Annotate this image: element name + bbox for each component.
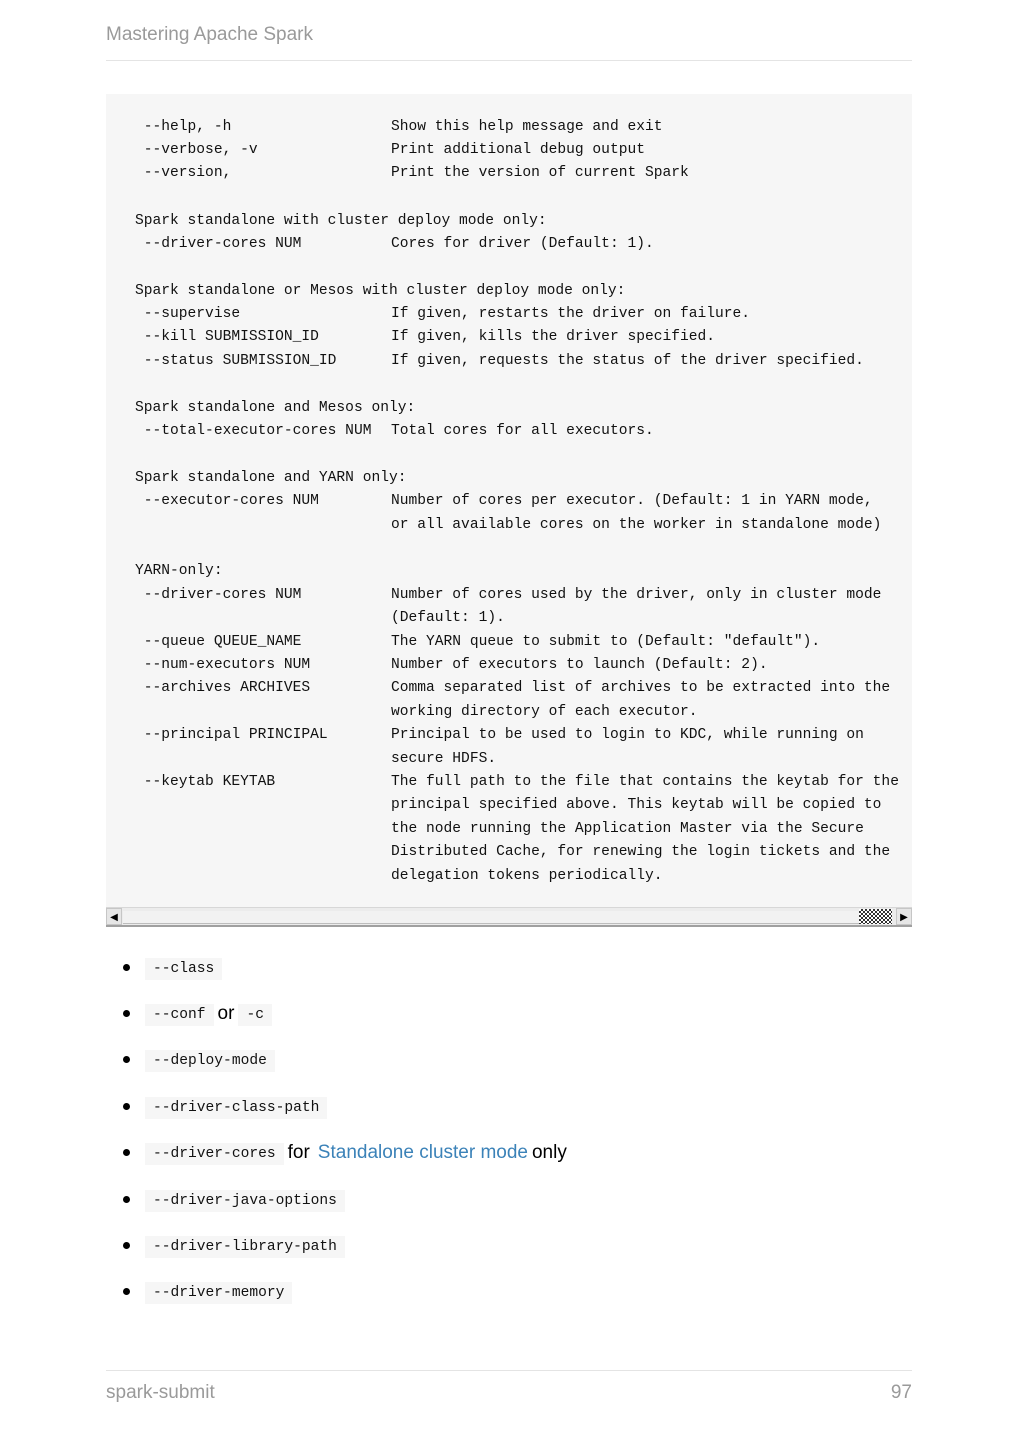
code-description: If given, restarts the driver on failure. [391,306,751,322]
list-item [106,1185,912,1215]
option-code: --deploy-mode [145,1050,275,1072]
code-option: --total-executor-cores NUM [135,423,372,439]
code-option: --keytab KEYTAB [135,774,276,790]
list-item [106,1045,912,1075]
code-description: Principal to be used to login to KDC, while running on [391,727,864,743]
code-description: working directory of each executor. [391,704,698,720]
code-description: principal specified above. This keytab will be copied to [391,797,882,813]
option-code-alias: -c [238,1004,272,1026]
code-line [135,162,689,185]
code-option: --supervise [135,306,241,322]
code-description: The full path to the file that contains the keytab for the [391,774,899,790]
bullet-icon [123,1149,130,1156]
code-section-heading [135,397,415,420]
code-block [106,94,912,907]
code-line [135,724,864,747]
option-code: --driver-library-path [145,1236,345,1258]
code-option: --principal PRINCIPAL [135,727,328,743]
code-heading-text: Spark standalone and YARN only: [135,470,407,486]
code-description: Print the version of current Spark [391,165,689,181]
bullet-icon [123,1196,130,1203]
option-code: --conf [145,1004,214,1026]
bullet-icon [123,1010,130,1017]
code-section-heading [135,560,223,583]
bullet-icon [123,1288,130,1295]
option-code: --class [145,958,222,980]
code-line [135,233,654,256]
code-line [135,631,821,654]
code-description: Number of cores per executor. (Default: 1 in YARN mode, [391,493,873,509]
scroll-track[interactable] [123,911,863,924]
code-description: or all available cores on the worker in standalone mode) [391,517,882,533]
code-line [135,771,899,794]
code-heading-text: Spark standalone or Mesos with cluster deploy mode only: [135,283,626,299]
code-description: secure HDFS. [391,751,497,767]
code-description: Total cores for all executors. [391,423,654,439]
code-option: --help, -h [135,119,232,135]
bullet-icon [123,1103,130,1110]
code-description: Show this help message and exit [391,119,663,135]
code-option: --version, [135,165,232,181]
code-option: --verbose, -v [135,142,258,158]
code-option: --archives ARCHIVES [135,680,311,696]
list-text: for [287,1142,310,1163]
list-item [106,953,912,983]
footer-section-title: spark-submit [106,1382,215,1403]
code-description: If given, requests the status of the driver specified. [391,353,864,369]
list-item [106,1277,912,1307]
horizontal-scrollbar[interactable] [106,907,912,927]
code-line [135,677,891,700]
code-description: the node running the Application Master via the Secure [391,821,864,837]
scroll-right-arrow-icon[interactable]: ▶ [896,908,912,925]
code-line [135,139,645,162]
code-option: --num-executors NUM [135,657,311,673]
code-line [135,490,873,513]
code-description: The YARN queue to submit to (Default: "default"). [391,634,821,650]
standalone-cluster-mode-link[interactable]: Standalone cluster mode [317,1142,528,1163]
code-description: delegation tokens periodically. [391,868,663,884]
bullet-icon [123,1056,130,1063]
code-line [135,584,882,607]
list-item [106,1138,912,1168]
scroll-thumb[interactable] [859,909,892,924]
code-option: --queue QUEUE_NAME [135,634,302,650]
code-line [135,116,663,139]
code-option: --driver-cores NUM [135,587,302,603]
list-item [106,1231,912,1261]
code-line [135,303,751,326]
code-description: Number of cores used by the driver, only in cluster mode [391,587,882,603]
code-option: --status SUBMISSION_ID [135,353,337,369]
code-description: Number of executors to launch (Default: 2). [391,657,768,673]
code-line [135,326,716,349]
list-item [106,999,912,1029]
code-description: Distributed Cache, for renewing the login tickets and the [391,844,891,860]
list-text: or [217,1003,235,1024]
page-number: 97 [890,1382,912,1403]
scroll-left-arrow-icon[interactable]: ◀ [106,908,122,925]
code-description: Comma separated list of archives to be extracted into the [391,680,891,696]
option-code: --driver-memory [145,1282,292,1304]
code-heading-text: Spark standalone and Mesos only: [135,400,416,416]
page-header-title: Mastering Apache Spark [106,24,314,45]
bullet-icon [123,964,130,971]
code-description: Print additional debug output [391,142,645,158]
code-description: Cores for driver (Default: 1). [391,236,654,252]
code-option: --executor-cores NUM [135,493,319,509]
code-section-heading [135,467,407,490]
code-heading-text: Spark standalone with cluster deploy mode only: [135,213,547,229]
option-code: --driver-class-path [145,1097,327,1119]
code-line [135,654,768,677]
code-section-heading [135,210,547,233]
code-line [135,350,864,373]
bullet-icon [123,1242,130,1249]
list-item [106,1092,912,1122]
header-divider [106,60,912,61]
code-line [135,420,654,443]
code-option: --kill SUBMISSION_ID [135,329,319,345]
option-code: --driver-cores [145,1143,284,1165]
footer-divider [106,1370,912,1371]
code-description: (Default: 1). [391,610,505,626]
option-code: --driver-java-options [145,1190,345,1212]
code-section-heading [135,280,625,303]
code-option: --driver-cores NUM [135,236,302,252]
code-heading-text: YARN-only: [135,563,223,579]
code-description: If given, kills the driver specified. [391,329,716,345]
list-text: only [531,1142,567,1163]
